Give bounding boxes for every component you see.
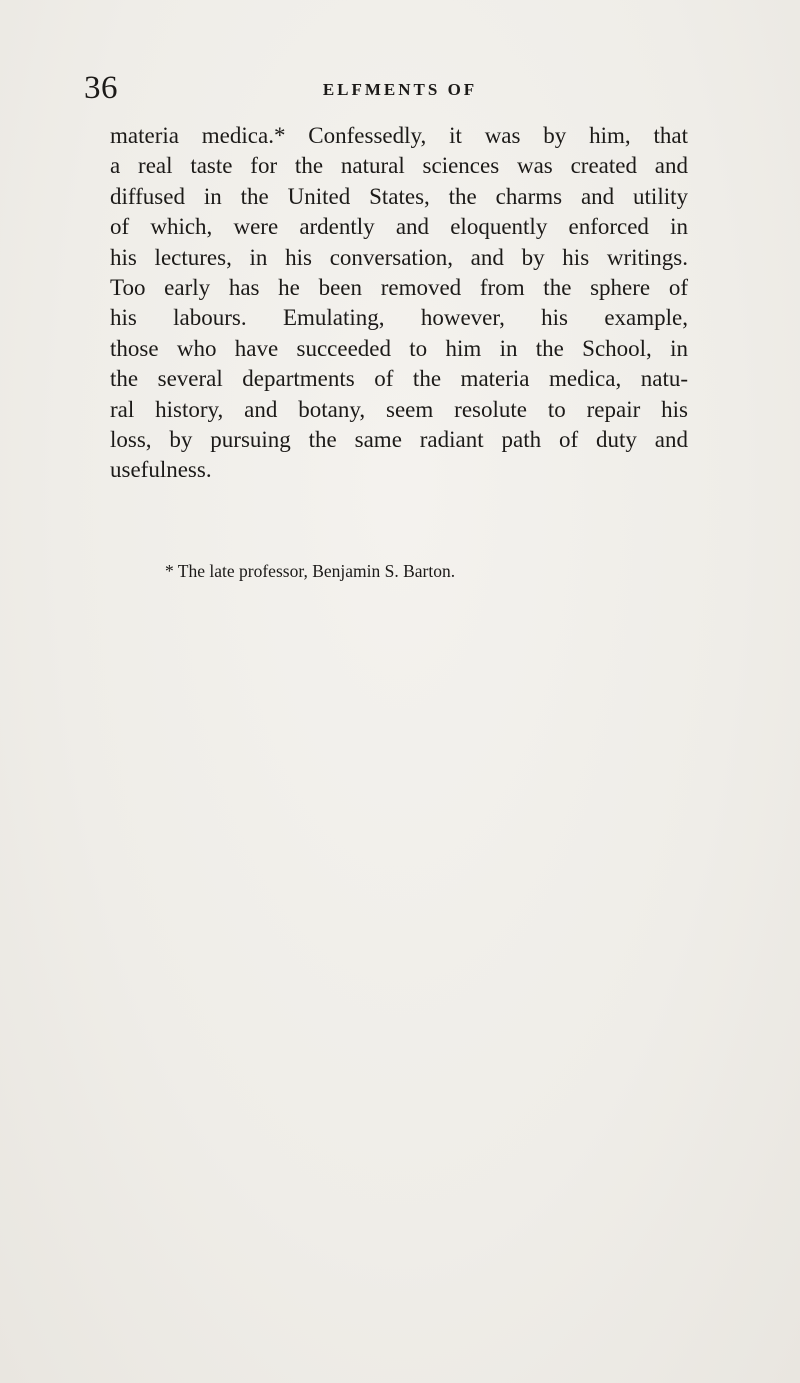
text-line: loss, by pursuing the same radiant path of duty and — [110, 426, 688, 452]
page-number: 36 — [84, 70, 118, 106]
text-line: usefulness. — [110, 457, 212, 483]
text-line: ral history, and botany, seem resolute to repair his — [110, 396, 688, 422]
text-line: his lectures, in his conversation, and by his writings. — [110, 244, 688, 270]
running-head: ELFMENTS OF — [322, 80, 478, 99]
page-header — [0, 68, 800, 108]
text-line: diffused in the United States, the charms and utility — [110, 183, 688, 209]
text-line: his labours. Emulating, however, his example, — [110, 305, 688, 331]
text-line: the several departments of the materia medica, natu- — [110, 366, 688, 392]
text-line: those who have succeeded to him in the School, in — [110, 335, 688, 361]
footnote: * The late professor, Benjamin S. Barton. — [165, 561, 456, 581]
text-line: Too early has he been removed from the sphere of — [110, 274, 688, 300]
text-line: of which, were ardently and eloquently enforced in — [110, 214, 688, 240]
text-line: a real taste for the natural sciences was created and — [110, 153, 688, 179]
text-line: materia medica.* Confessedly, it was by him, that — [110, 123, 688, 148]
body-paragraph — [110, 121, 688, 486]
